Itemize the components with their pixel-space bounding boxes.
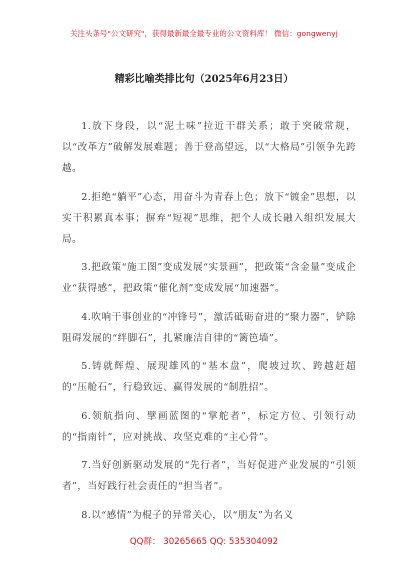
paragraph-5: 5.铸就辉煌、展现雄风的“基本盘”，爬坡过坎、跨越赶超的“压舱石”，行稳致远、赢得发展的“制胜招”。	[62, 361, 356, 393]
paragraph-6: 6.领航指向、擘画蓝图的“掌舵者”，标定方位、引领行动的“指南针”，应对挑战、攻坚克难的“主心骨”。	[62, 410, 356, 443]
paragraph-3: 3.把政策“施工图”变成发展“实景画”，把政策“含金量”变成企业“获得感”，把政策“催化剂”变成发展“加速器”。	[62, 262, 356, 294]
paragraph-list	[62, 116, 356, 533]
paragraph-7: 7.当好创新驱动发展的“先行者”，当好促进产业发展的“引领者”，当好践行社会责任的“担当者”。	[62, 460, 356, 492]
document-title: 精彩比喻类排比句（2025年6月23日）	[114, 74, 294, 85]
paragraph-1: 1.放下身段，以“泥土味”拉近干群关系；敢于突破常规，以“改革方”破解发展难题；善于登高望远，以“大格局”引领争先跨越。	[62, 121, 356, 174]
paragraph-2: 2.拒绝“躺平”心态，用奋斗为青春上色；放下“镀金”思想，以实干积累真本事；摒弃“短视”思维，把个人成长融入组织发展大局。	[62, 191, 356, 245]
header-note: 关注头条号"公文研究"，获得最新最全最专业的公文资料库！ 微信：gongwenyj	[70, 29, 338, 38]
paragraph-8: 8.以“感情”为棍子的异常关心，以“朋友”为名义	[81, 509, 294, 521]
footer-contact: QQ群： 30265665 QQ: 535304092	[129, 537, 279, 547]
paragraph-4: 4.吹响干事创业的“冲锋号”，激活砥砺奋进的“聚力器”，铲除阻碍发展的“绊脚石”，扎紧廉洁自律的“篱笆墙”。	[62, 311, 356, 344]
